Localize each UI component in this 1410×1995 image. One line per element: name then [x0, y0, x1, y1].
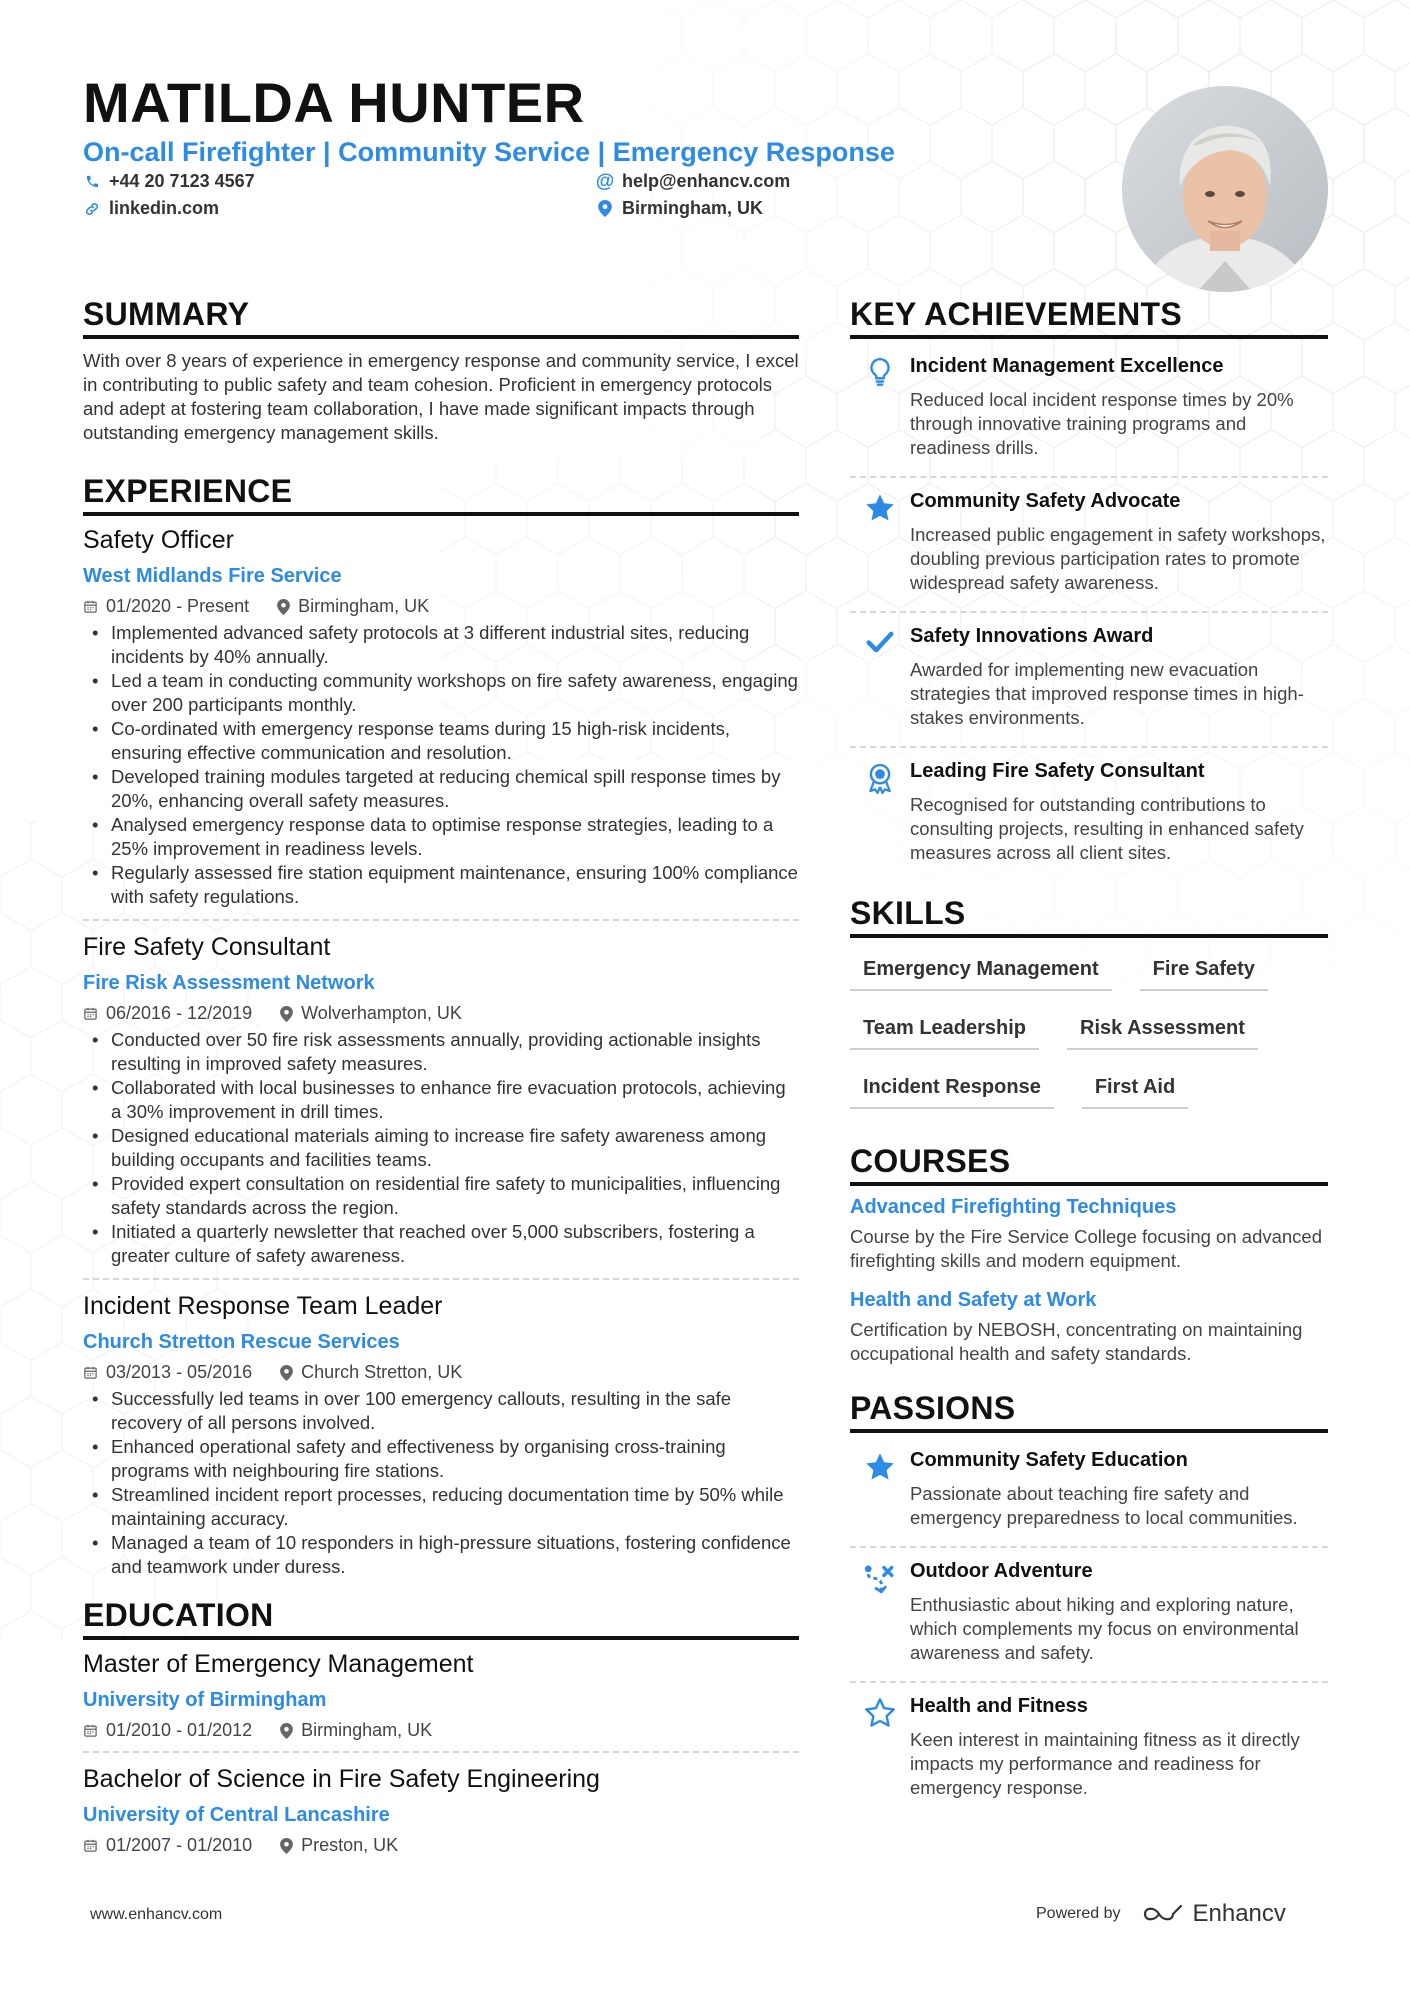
achievements-list: [850, 349, 1328, 871]
achievements-title: Incident Management Excellence: [910, 355, 1224, 377]
job-bullet: • Collaborated with local businesses to enhance fire evacuation protocols, achieving a 30% improvement in drill times.: [83, 1076, 799, 1124]
education-list: [83, 1650, 799, 1856]
job-entry: [83, 526, 799, 909]
checkmark-icon: [850, 625, 910, 730]
footer-brand: [1036, 1900, 1286, 1928]
contact-phone: [83, 171, 255, 192]
job-bullet: • Led a team in conducting community workshops on fire safety awareness, engaging over 200 participants monthly.: [83, 669, 799, 717]
job-meta: [83, 1003, 799, 1024]
star-outline-icon: [850, 1695, 910, 1800]
experience-heading: EXPERIENCE: [83, 473, 799, 516]
location-pin-icon: [280, 1365, 293, 1381]
location-pin-icon: [280, 1723, 293, 1739]
achievements-item: [850, 349, 1328, 466]
achievements-title: Leading Fire Safety Consultant: [910, 760, 1205, 782]
calendar-icon: [83, 1365, 98, 1380]
courses-list: [850, 1196, 1328, 1366]
achievements-title: Community Safety Advocate: [910, 490, 1181, 512]
divider: [850, 476, 1328, 478]
divider: [83, 1278, 799, 1280]
job-company: Fire Risk Assessment Network: [83, 972, 375, 994]
education-location: Birmingham, UK: [301, 1720, 433, 1740]
course-entry: [850, 1289, 1328, 1366]
skills-heading: SKILLS: [850, 895, 1328, 938]
job-bullet: • Designed educational materials aiming to increase fire safety awareness among building occupants and facilities teams.: [83, 1124, 799, 1172]
lightbulb-icon: [850, 355, 910, 460]
education-entry: [83, 1765, 799, 1856]
job-dates: 03/2013 - 05/2016: [106, 1362, 253, 1382]
job-bullet: • Initiated a quarterly newsletter that reached over 5,000 subscribers, fostering a greater culture of safety awareness.: [83, 1220, 799, 1268]
job-bullet: • Managed a team of 10 responders in high-pressure situations, fostering confidence and teamwork under duress.: [83, 1531, 799, 1579]
linkedin-text[interactable]: linkedin.com: [109, 198, 220, 218]
left-column: [83, 296, 799, 1856]
calendar-icon: [83, 1838, 98, 1853]
passions-title: Health and Fitness: [910, 1695, 1088, 1717]
skill-tag: Fire Safety: [1140, 954, 1268, 991]
achievements-item: [850, 619, 1328, 736]
calendar-icon: [83, 599, 98, 614]
passions-title: Outdoor Adventure: [910, 1560, 1093, 1582]
education-location: Preston, UK: [301, 1835, 399, 1855]
contact-location: [596, 198, 763, 219]
job-bullet: • Provided expert consultation on residential fire safety to municipalities, influencing safety standards across the region.: [83, 1172, 799, 1220]
education-meta: [83, 1835, 799, 1856]
location-pin-icon: [280, 1006, 293, 1022]
achievements-heading: KEY ACHIEVEMENTS: [850, 296, 1328, 339]
education-meta: [83, 1720, 799, 1741]
job-bullet: • Regularly assessed fire station equipment maintenance, ensuring 100% compliance with safety regulations.: [83, 861, 799, 909]
divider: [83, 919, 799, 921]
passions-title: Community Safety Education: [910, 1449, 1188, 1471]
job-location: Church Stretton, UK: [301, 1362, 463, 1382]
achievements-text: Increased public engagement in safety workshops, doubling previous participation rates to promote widespread safety awareness.: [910, 524, 1326, 593]
education-dates: 01/2007 - 01/2010: [106, 1835, 253, 1855]
right-column: [850, 296, 1328, 1806]
passions-list: [850, 1443, 1328, 1806]
email-text[interactable]: help@enhancv.com: [622, 171, 791, 191]
achievements-text: Awarded for implementing new evacuation strategies that improved response times in high-stakes environments.: [910, 659, 1304, 728]
achievements-text: Recognised for outstanding contributions to consulting projects, resulting in enhanced safety measures across all client sites.: [910, 794, 1304, 863]
job-meta: [83, 1362, 799, 1383]
job-location: Birmingham, UK: [298, 596, 430, 616]
summary-text: With over 8 years of experience in emergency response and community service, I excel in contributing to public safety and team cohesion. Proficient in emergency protocols and adept at fostering team collaboration, I have made significant impacts through outstanding emergency management skills.: [83, 350, 799, 443]
contact-email[interactable]: [596, 171, 790, 192]
job-bullet: • Successfully led teams in over 100 emergency callouts, resulting in the safe recovery of all persons involved.: [83, 1387, 799, 1435]
brand-name: Enhancv: [1192, 1900, 1286, 1927]
course-text: Course by the Fire Service College focusing on advanced firefighting skills and modern equipment.: [850, 1226, 1323, 1271]
divider: [850, 1681, 1328, 1683]
education-degree: Bachelor of Science in Fire Safety Engineering: [83, 1765, 600, 1793]
job-bullet: • Enhanced operational safety and effectiveness by organising cross-training programs with neighbouring fire stations.: [83, 1435, 799, 1483]
job-company: Church Stretton Rescue Services: [83, 1331, 400, 1353]
job-company: West Midlands Fire Service: [83, 565, 342, 587]
passions-text: Enthusiastic about hiking and exploring nature, which complements my focus on environmental awareness and safety.: [910, 1594, 1299, 1663]
course-title: Advanced Firefighting Techniques: [850, 1196, 1177, 1218]
job-bullet: • Streamlined incident report processes, reducing documentation time by 50% while maintaining accuracy.: [83, 1483, 799, 1531]
skill-tag: Incident Response: [850, 1072, 1054, 1109]
link-icon: [83, 200, 101, 218]
passions-text: Passionate about teaching fire safety and emergency preparedness to local communities.: [910, 1483, 1298, 1528]
profile-photo: [1122, 86, 1328, 292]
course-text: Certification by NEBOSH, concentrating on maintaining occupational health and safety standards.: [850, 1319, 1303, 1364]
job-entry: [83, 1292, 799, 1579]
divider: [850, 1546, 1328, 1548]
passions-item: [850, 1554, 1328, 1671]
calendar-icon: [83, 1723, 98, 1738]
job-bullets: [83, 1387, 799, 1579]
skill-tag: Team Leadership: [850, 1013, 1039, 1050]
passions-item: [850, 1689, 1328, 1806]
job-bullet: • Developed training modules targeted at reducing chemical spill response times by 20%, enhancing overall safety measures.: [83, 765, 799, 813]
course-title: Health and Safety at Work: [850, 1289, 1097, 1311]
job-dates: 01/2020 - Present: [106, 596, 250, 616]
job-bullet: • Analysed emergency response data to optimise response strategies, leading to a 25% improvement in readiness levels.: [83, 813, 799, 861]
passions-text: Keen interest in maintaining fitness as it directly impacts my performance and readiness for emergency response.: [910, 1729, 1300, 1798]
route-icon: [850, 1560, 910, 1665]
skill-tag: First Aid: [1082, 1072, 1188, 1109]
job-bullet: • Co-ordinated with emergency response teams during 15 high-risk incidents, ensuring effective communication and resolution.: [83, 717, 799, 765]
skills-list: [850, 948, 1328, 1109]
location-pin-icon: [596, 200, 614, 218]
skill-tag: Emergency Management: [850, 954, 1112, 991]
job-role: Incident Response Team Leader: [83, 1292, 443, 1320]
divider: [850, 611, 1328, 613]
candidate-name: MATILDA HUNTER: [83, 71, 585, 134]
education-school: University of Central Lancashire: [83, 1804, 390, 1826]
skill-tag: Risk Assessment: [1067, 1013, 1258, 1050]
candidate-title: On-call Firefighter | Community Service | Emergency Response: [83, 137, 895, 167]
contact-linkedin[interactable]: [83, 198, 219, 219]
courses-heading: COURSES: [850, 1143, 1328, 1186]
star-icon: [850, 1449, 910, 1530]
achievements-item: [850, 754, 1328, 871]
achievements-item: [850, 484, 1328, 601]
education-heading: EDUCATION: [83, 1597, 799, 1640]
job-entry: [83, 933, 799, 1268]
footer-website[interactable]: www.enhancv.com: [90, 1906, 223, 1923]
achievements-text: Reduced local incident response times by 20% through innovative training programs and readiness drills.: [910, 389, 1294, 458]
enhancv-logo[interactable]: [1141, 1900, 1286, 1928]
job-bullets: [83, 1028, 799, 1268]
enhancv-logo-icon: [1141, 1902, 1185, 1926]
job-meta: [83, 596, 799, 617]
location-text: Birmingham, UK: [622, 198, 764, 218]
phone-icon: [83, 173, 101, 191]
location-pin-icon: [277, 599, 290, 615]
award-ribbon-icon: [850, 760, 910, 865]
course-entry: [850, 1196, 1328, 1273]
job-bullet: • Implemented advanced safety protocols at 3 different industrial sites, reducing incidents by 40% annually.: [83, 621, 799, 669]
job-role: Fire Safety Consultant: [83, 933, 331, 961]
education-entry: [83, 1650, 799, 1741]
passions-heading: PASSIONS: [850, 1390, 1328, 1433]
education-school: University of Birmingham: [83, 1689, 327, 1711]
education-dates: 01/2010 - 01/2012: [106, 1720, 253, 1740]
calendar-icon: [83, 1006, 98, 1021]
divider: [850, 746, 1328, 748]
job-bullet: • Conducted over 50 fire risk assessments annually, providing actionable insights resulting in improved safety measures.: [83, 1028, 799, 1076]
summary-heading: SUMMARY: [83, 296, 799, 339]
star-icon: [850, 490, 910, 595]
passions-item: [850, 1443, 1328, 1536]
achievements-title: Safety Innovations Award: [910, 625, 1154, 647]
powered-by-label: Powered by: [1036, 1905, 1121, 1922]
location-pin-icon: [280, 1838, 293, 1854]
experience-list: [83, 526, 799, 1579]
job-role: Safety Officer: [83, 526, 234, 554]
divider: [83, 1751, 799, 1753]
phone-text: +44 20 7123 4567: [109, 171, 255, 191]
at-sign-icon: @: [595, 170, 615, 192]
job-location: Wolverhampton, UK: [301, 1003, 462, 1023]
job-bullets: [83, 621, 799, 909]
education-degree: Master of Emergency Management: [83, 1650, 474, 1678]
job-dates: 06/2016 - 12/2019: [106, 1003, 253, 1023]
